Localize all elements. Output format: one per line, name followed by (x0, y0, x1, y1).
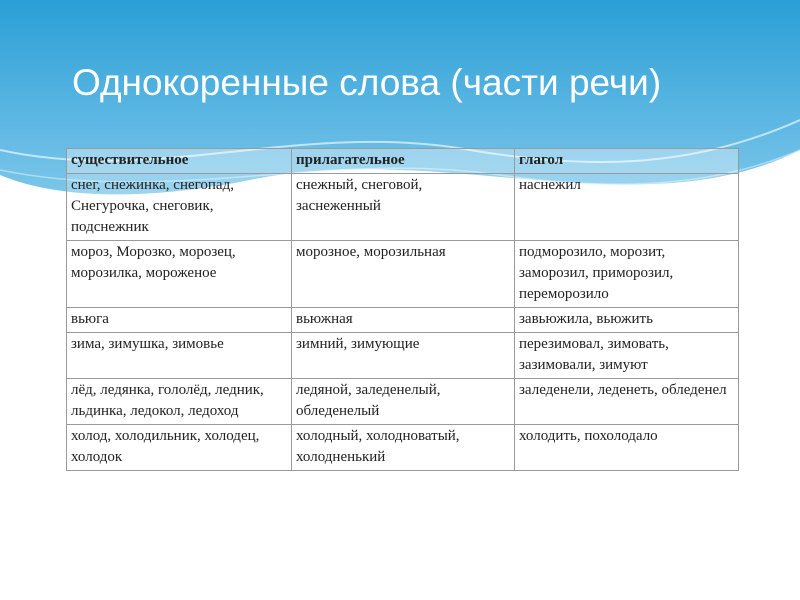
table-cell: морозное, морозильная (292, 241, 515, 308)
column-header-verb: глагол (515, 149, 739, 174)
table-cell: подморозило, морозит, заморозил, приморозил, переморозило (515, 241, 739, 308)
table-cell: снег, снежинка, снегопад, Снегурочка, снеговик, подснежник (67, 174, 292, 241)
table-cell: холодный, холодноватый, холодненький (292, 425, 515, 471)
table-cell: вьюжная (292, 308, 515, 333)
table-row (67, 425, 739, 471)
table-cell: холодить, похолодало (515, 425, 739, 471)
column-header-adjective: прилагательное (292, 149, 515, 174)
column-header-noun: существительное (67, 149, 292, 174)
table-cell: зима, зимушка, зимовье (67, 333, 292, 379)
table-cell: холод, холодильник, холодец, холодок (67, 425, 292, 471)
table-cell: наснежил (515, 174, 739, 241)
table-cell: мороз, Морозко, морозец, морозилка, мороженое (67, 241, 292, 308)
table-row (67, 379, 739, 425)
table-cell: ледяной, заледенелый, обледенелый (292, 379, 515, 425)
table-cell: лёд, ледянка, гололёд, ледник, льдинка, ледокол, ледоход (67, 379, 292, 425)
table-row (67, 174, 739, 241)
table-row (67, 333, 739, 379)
table-row (67, 308, 739, 333)
word-table (66, 148, 739, 471)
slide-title: Однокоренные слова (части речи) (72, 62, 662, 103)
table-cell: снежный, снеговой, заснеженный (292, 174, 515, 241)
table-cell: перезимовал, зимовать, зазимовали, зимуют (515, 333, 739, 379)
table-cell: зимний, зимующие (292, 333, 515, 379)
table-cell: завьюжила, вьюжить (515, 308, 739, 333)
table-row (67, 241, 739, 308)
table-cell: вьюга (67, 308, 292, 333)
table-header-row (67, 149, 739, 174)
table-cell: заледенели, леденеть, обледенел (515, 379, 739, 425)
